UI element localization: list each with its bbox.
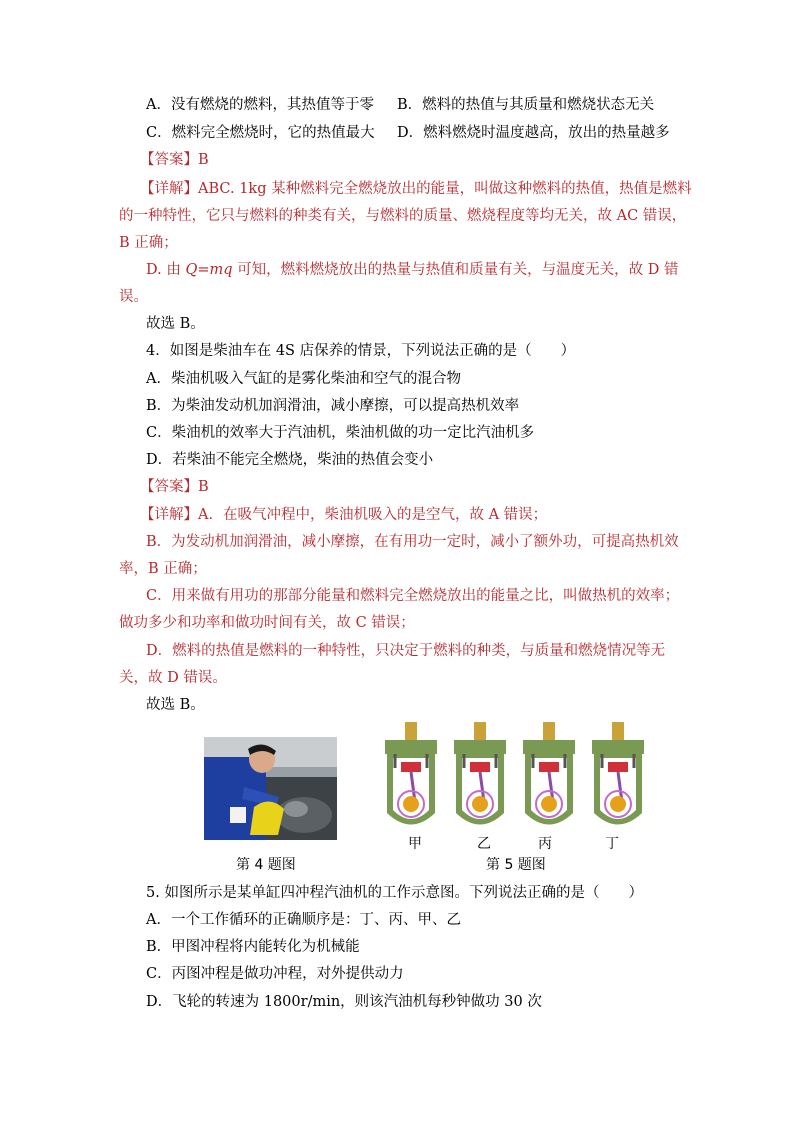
q4-explain-line-6: D．燃料的热值是燃料的一种特性，只决定于燃料的种类，与质量和燃烧情况等无 (146, 643, 666, 659)
q3-option-b: B．燃料的热值与其质量和燃烧状态无关 (397, 97, 655, 113)
q5-stem: 5. 如图所示是某单缸四冲程汽油机的工作示意图。下列说法正确的是（ ） (146, 885, 643, 901)
q3-explain-line-3: B 正确； (119, 235, 178, 251)
q3-option-c: C．燃料完全燃烧时，它的热值最大 (146, 125, 375, 141)
q5-option-c: C．丙图冲程是做功冲程，对外提供动力 (146, 966, 404, 982)
q4-stem: 4．如图是柴油车在 4S 店保养的情景，下列说法正确的是（ ） (146, 343, 576, 359)
q3-conclusion: 故选 B。 (146, 316, 205, 332)
engine-label-bing: 丙 (538, 836, 552, 852)
figure-5-caption: 第 5 题图 (486, 857, 546, 873)
engine-label-yi: 乙 (477, 836, 491, 852)
q4-explain-line-3: 率，B 正确； (119, 561, 207, 577)
q4-answer: 【答案】B (140, 479, 209, 495)
q4-option-c: C．柴油机的效率大于汽油机，柴油机做的功一定比汽油机多 (146, 425, 535, 441)
q4-explain-line-1: 【详解】A．在吸气冲程中，柴油机吸入的是空气，故 A 错误； (140, 507, 548, 523)
q3-answer: 【答案】B (140, 152, 209, 168)
q4-explain-line-4: C．用来做有用功的那部分能量和燃料完全燃烧放出的能量之比，叫做热机的效率； (146, 588, 680, 604)
q4-explain-line-5: 做功多少和功率和做功时间有关，故 C 错误； (119, 615, 415, 631)
q5-option-b: B．甲图冲程将内能转化为机械能 (146, 939, 360, 955)
q3-option-a: A．没有燃烧的燃料，其热值等于零 (146, 97, 374, 113)
q4-explain-line-2: B．为发动机加润滑油，减小摩擦，在有用功一定时，减小了额外功，可提高热机效 (146, 534, 679, 550)
q3-explain-line-5: 误。 (119, 289, 148, 305)
engine-label-jia: 甲 (408, 836, 422, 852)
q4-option-a: A．柴油机吸入气缸的是雾化柴油和空气的混合物 (146, 371, 461, 387)
engine-label-ding: 丁 (605, 836, 619, 852)
figure-4-caption: 第 4 题图 (236, 857, 296, 873)
q3-explain-line-4: D. 由 Q=mq 可知，燃料燃烧放出的热量与热值和质量有关，与温度无关，故 D 错 (146, 262, 679, 278)
mechanic-photo (204, 737, 337, 840)
q5-option-a: A．一个工作循环的正确顺序是：丁、丙、甲、乙 (146, 912, 461, 928)
q3-explain-line-1: 【详解】ABC. 1kg 某种燃料完全燃烧放出的能量，叫做这种燃料的热值，热值是燃料 (140, 181, 692, 197)
q4-option-b: B．为柴油发动机加润滑油，减小摩擦，可以提高热机效率 (146, 398, 520, 414)
q5-option-d: D．飞轮的转速为 1800r/min，则该汽油机每秒钟做功 30 次 (146, 994, 542, 1010)
q3-option-d: D．燃料燃烧时温度越高，放出的热量越多 (397, 125, 670, 141)
q4-explain-line-7: 关，故 D 错误。 (119, 670, 227, 686)
q4-option-d: D．若柴油不能完全燃烧，柴油的热值会变小 (146, 452, 434, 468)
q4-conclusion: 故选 B。 (146, 697, 205, 713)
q3-explain-line-2: 的一种特性，它只与燃料的种类有关，与燃料的质量、燃烧程度等均无关，故 AC 错误， (119, 208, 687, 224)
